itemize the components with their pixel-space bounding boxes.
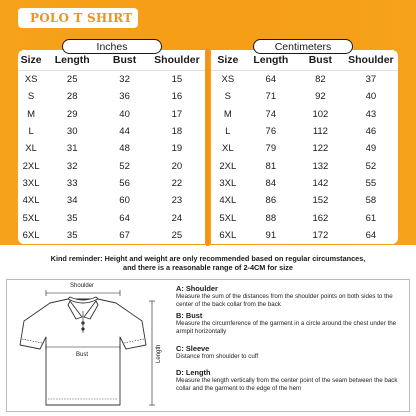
cell-length: 30 xyxy=(66,126,78,138)
cell-bust: 40 xyxy=(119,108,130,120)
cell-bust: 64 xyxy=(119,212,130,224)
cell-length: 31 xyxy=(66,143,78,155)
header-length: Length xyxy=(253,54,289,66)
cell-size: 4XL xyxy=(22,195,40,207)
header-size: Size xyxy=(20,54,42,66)
table-row xyxy=(211,175,398,192)
table-row xyxy=(18,71,205,89)
cell-shoulder: 25 xyxy=(171,229,183,241)
size-reminder xyxy=(6,254,410,272)
centimeters-table xyxy=(211,50,398,244)
table-row xyxy=(211,88,398,105)
cell-length: 35 xyxy=(66,229,78,241)
cell-bust: 56 xyxy=(119,177,130,189)
polo-shirt-diagram xyxy=(12,279,172,412)
table-divider xyxy=(206,48,209,246)
cell-shoulder: 18 xyxy=(171,126,183,138)
length-label: Length xyxy=(156,344,162,363)
cell-bust: 92 xyxy=(315,91,326,103)
shoulder-measure-line xyxy=(46,290,120,296)
measurement-heading: C: Sleeve xyxy=(176,344,210,353)
table-row xyxy=(211,140,398,157)
cell-length: 86 xyxy=(265,195,277,207)
table-row xyxy=(211,227,398,244)
cell-bust: 36 xyxy=(119,91,130,103)
cell-shoulder: 15 xyxy=(171,74,183,86)
cell-size: L xyxy=(225,126,231,138)
cell-bust: 82 xyxy=(315,74,326,86)
header-length: Length xyxy=(54,54,90,66)
cell-length: 32 xyxy=(66,160,78,172)
cell-bust: 162 xyxy=(312,212,329,224)
reminder-line-1: Kind reminder: Height and weight are only recommended based on regular circumstances, xyxy=(50,254,366,263)
cell-bust: 48 xyxy=(119,143,130,155)
cell-size: 6XL xyxy=(22,229,40,241)
cell-bust: 132 xyxy=(312,160,329,172)
cell-size: XS xyxy=(24,74,38,86)
shoulder-label: Shoulder xyxy=(70,283,95,289)
table-row xyxy=(211,106,398,123)
cell-size: 4XL xyxy=(219,195,237,207)
cell-shoulder: 52 xyxy=(365,160,377,172)
cell-length: 28 xyxy=(66,91,78,103)
cell-size: XL xyxy=(222,143,234,155)
cell-length: 35 xyxy=(66,212,78,224)
cell-length: 74 xyxy=(265,108,277,120)
table-row xyxy=(18,175,205,192)
table-row xyxy=(18,227,205,244)
cell-size: XS xyxy=(221,74,235,86)
measurement-shoulder xyxy=(176,284,408,308)
cell-bust: 60 xyxy=(119,195,130,207)
cell-shoulder: 43 xyxy=(365,108,377,120)
measurement-text: Distance from shoulder to cuff xyxy=(176,353,259,360)
cell-shoulder: 20 xyxy=(171,160,183,172)
header-shoulder: Shoulder xyxy=(348,54,394,66)
cell-size: 2XL xyxy=(219,160,237,172)
cell-bust: 67 xyxy=(119,229,130,241)
cell-length: 25 xyxy=(66,74,78,86)
cell-size: M xyxy=(223,108,232,120)
cell-shoulder: 24 xyxy=(171,212,183,224)
cell-length: 91 xyxy=(265,229,277,241)
cell-shoulder: 49 xyxy=(365,143,377,155)
cell-size: 5XL xyxy=(219,212,237,224)
cell-length: 84 xyxy=(265,177,277,189)
cell-shoulder: 16 xyxy=(171,91,183,103)
measurement-heading: A: Shoulder xyxy=(176,284,218,293)
measurement-heading: D: Length xyxy=(176,368,211,377)
page-title: POLO T SHIRT xyxy=(18,8,138,28)
cell-bust: 52 xyxy=(119,160,130,172)
table-row xyxy=(211,192,398,209)
cell-shoulder: 37 xyxy=(365,74,377,86)
measurement-text: Measure the length vertically from the center point of the seam between the back collar and the garment to the edge of the hem xyxy=(176,377,398,392)
cell-shoulder: 55 xyxy=(365,177,377,189)
cell-bust: 44 xyxy=(119,126,130,138)
centimeters-unit-label: Centimeters xyxy=(253,39,353,54)
table-row xyxy=(211,157,398,174)
cell-length: 33 xyxy=(66,177,78,189)
length-measure-line xyxy=(149,301,155,405)
cell-shoulder: 22 xyxy=(171,177,183,189)
cell-shoulder: 58 xyxy=(365,195,377,207)
table-row xyxy=(18,192,205,209)
cell-length: 79 xyxy=(265,143,277,155)
table-row xyxy=(18,123,205,140)
header-bust: Bust xyxy=(308,54,333,66)
inches-unit-label: Inches xyxy=(62,39,162,54)
cell-length: 76 xyxy=(265,126,277,138)
measurement-sleeve xyxy=(176,344,408,361)
cell-shoulder: 23 xyxy=(171,195,183,207)
cell-size: 3XL xyxy=(22,177,40,189)
table-row xyxy=(18,88,205,105)
cell-length: 88 xyxy=(265,212,277,224)
table-row xyxy=(18,140,205,157)
cell-length: 29 xyxy=(66,108,78,120)
cell-size: S xyxy=(224,91,231,103)
cell-bust: 152 xyxy=(312,195,329,207)
cell-length: 81 xyxy=(265,160,277,172)
cell-shoulder: 40 xyxy=(365,91,377,103)
measurement-length xyxy=(176,368,408,392)
cell-shoulder: 61 xyxy=(365,212,377,224)
cell-shoulder: 64 xyxy=(365,229,377,241)
table-row xyxy=(18,209,205,226)
cell-size: 2XL xyxy=(22,160,40,172)
measurement-text: Measure the circumference of the garment in a circle around the chest under the armpit horizontally xyxy=(176,320,397,335)
bust-label: Bust xyxy=(76,352,89,358)
cell-size: M xyxy=(27,108,36,120)
cell-bust: 142 xyxy=(312,177,329,189)
cell-length: 64 xyxy=(265,74,277,86)
table-row xyxy=(18,106,205,123)
cell-bust: 122 xyxy=(312,143,329,155)
cell-size: L xyxy=(28,126,34,138)
cell-size: 3XL xyxy=(219,177,237,189)
table-row xyxy=(211,71,398,89)
table-row xyxy=(18,157,205,174)
table-row xyxy=(211,209,398,226)
measurement-heading: B: Bust xyxy=(176,311,203,320)
cell-shoulder: 17 xyxy=(171,108,183,120)
table-row xyxy=(211,123,398,140)
measurement-bust xyxy=(176,311,408,335)
cell-shoulder: 46 xyxy=(365,126,377,138)
cell-bust: 172 xyxy=(312,229,329,241)
cell-bust: 112 xyxy=(312,126,328,138)
reminder-line-2: and there is a reasonable range of 2-4CM for size xyxy=(123,263,293,272)
header-bust: Bust xyxy=(112,54,137,66)
cell-bust: 32 xyxy=(119,74,130,86)
cell-size: 6XL xyxy=(219,229,237,241)
cell-size: S xyxy=(27,91,35,103)
inches-table xyxy=(18,50,205,244)
cell-shoulder: 19 xyxy=(171,143,183,155)
cell-bust: 102 xyxy=(312,108,329,120)
header-size: Size xyxy=(217,54,239,66)
cell-length: 34 xyxy=(66,195,78,207)
header-shoulder: Shoulder xyxy=(154,54,200,66)
cell-size: 5XL xyxy=(22,212,40,224)
cell-length: 71 xyxy=(265,91,277,103)
measurement-text: Measure the sum of the distances from the shoulder points on both sides to the center of the back collar from the back xyxy=(176,293,393,308)
cell-size: XL xyxy=(25,143,37,155)
